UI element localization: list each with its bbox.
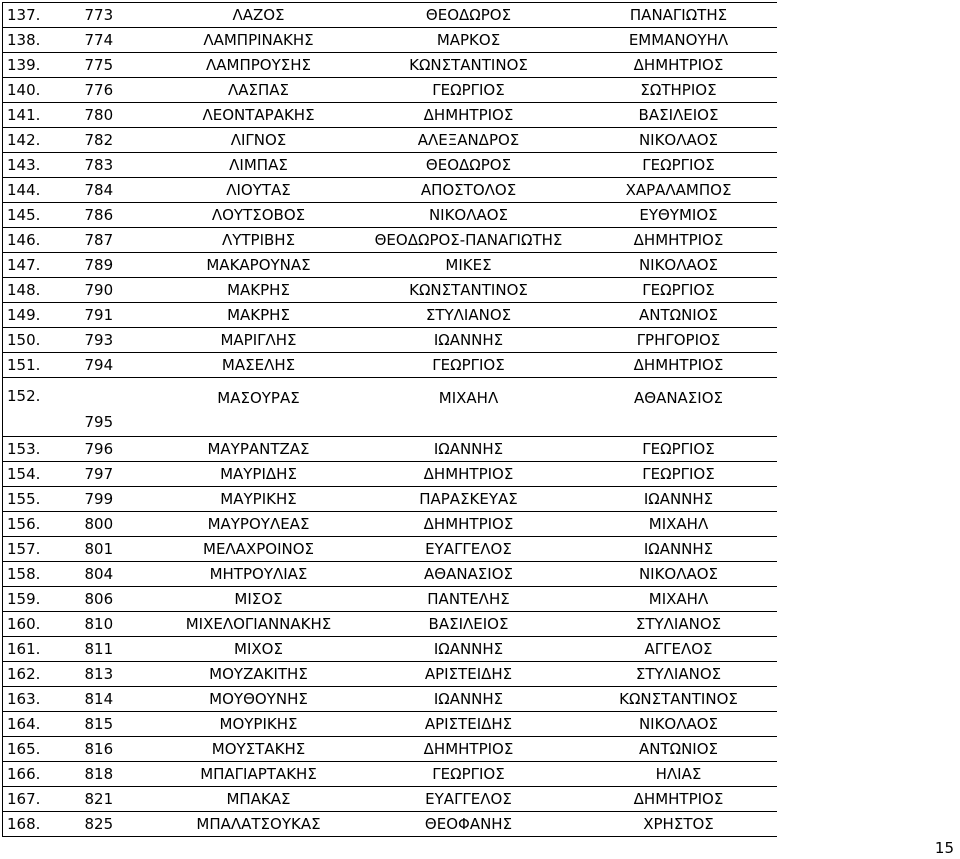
row-index: 144. xyxy=(3,178,71,203)
row-surname: ΜΟΥΖΑΚΙΤΗΣ xyxy=(161,662,357,687)
row-first-name: ΕΥΑΓΓΕΛΟΣ xyxy=(357,537,581,562)
row-father-name: ΝΙΚΟΛΑΟΣ xyxy=(581,128,777,153)
row-surname: ΜΑΥΡΑΝΤΖΑΣ xyxy=(161,437,357,462)
row-first-name: ΚΩΝΣΤΑΝΤΙΝΟΣ xyxy=(357,278,581,303)
row-index: 139. xyxy=(3,53,71,78)
row-first-name: ΠΑΡΑΣΚΕΥΑΣ xyxy=(357,487,581,512)
row-first-name: ΙΩΑΝΝΗΣ xyxy=(357,687,581,712)
table-row xyxy=(3,3,777,28)
row-father-name: ΣΩΤΗΡΙΟΣ xyxy=(581,78,777,103)
row-surname: ΛΙΟΥΤΑΣ xyxy=(161,178,357,203)
table-row xyxy=(3,103,777,128)
table-row xyxy=(3,128,777,153)
row-index: 168. xyxy=(3,812,71,837)
table-row xyxy=(3,487,777,512)
row-first-name: ΒΑΣΙΛΕΙΟΣ xyxy=(357,612,581,637)
row-father-name: ΔΗΜΗΤΡΙΟΣ xyxy=(581,53,777,78)
row-first-name: ΓΕΩΡΓΙΟΣ xyxy=(357,762,581,787)
row-first-name: ΔΗΜΗΤΡΙΟΣ xyxy=(357,103,581,128)
row-index: 152. xyxy=(3,378,71,437)
row-father-name: ΔΗΜΗΤΡΙΟΣ xyxy=(581,228,777,253)
row-first-name: ΑΡΙΣΤΕΙΔΗΣ xyxy=(357,712,581,737)
row-surname: ΛΑΜΠΡΙΝΑΚΗΣ xyxy=(161,28,357,53)
row-first-name: ΔΗΜΗΤΡΙΟΣ xyxy=(357,512,581,537)
row-index: 142. xyxy=(3,128,71,153)
row-index: 166. xyxy=(3,762,71,787)
row-code: 775 xyxy=(71,53,161,78)
table-row xyxy=(3,462,777,487)
row-surname: ΜΠΑΛΑΤΣΟΥΚΑΣ xyxy=(161,812,357,837)
row-father-name: ΠΑΝΑΓΙΩΤΗΣ xyxy=(581,3,777,28)
row-index: 138. xyxy=(3,28,71,53)
row-surname: ΜΑΣΟΥΡΑΣ xyxy=(161,378,357,437)
row-father-name: ΝΙΚΟΛΑΟΣ xyxy=(581,562,777,587)
row-index: 145. xyxy=(3,203,71,228)
row-father-name: ΜΙΧΑΗΛ xyxy=(581,587,777,612)
row-index: 164. xyxy=(3,712,71,737)
row-surname: ΜΑΣΕΛΗΣ xyxy=(161,353,357,378)
row-father-name: ΕΥΘΥΜΙΟΣ xyxy=(581,203,777,228)
row-code: 810 xyxy=(71,612,161,637)
row-index: 160. xyxy=(3,612,71,637)
row-surname: ΜΙΣΟΣ xyxy=(161,587,357,612)
row-surname: ΜΙΧΟΣ xyxy=(161,637,357,662)
row-code: 796 xyxy=(71,437,161,462)
row-code: 782 xyxy=(71,128,161,153)
row-code: 787 xyxy=(71,228,161,253)
row-index: 161. xyxy=(3,637,71,662)
table-row xyxy=(3,228,777,253)
row-surname: ΜΑΚΑΡΟΥΝΑΣ xyxy=(161,253,357,278)
row-code: 813 xyxy=(71,662,161,687)
row-surname: ΛΙΜΠΑΣ xyxy=(161,153,357,178)
row-first-name: ΔΗΜΗΤΡΙΟΣ xyxy=(357,737,581,762)
row-first-name: ΙΩΑΝΝΗΣ xyxy=(357,437,581,462)
row-father-name: ΧΑΡΑΛΑΜΠΟΣ xyxy=(581,178,777,203)
row-father-name: ΜΙΧΑΗΛ xyxy=(581,512,777,537)
row-father-name: ΙΩΑΝΝΗΣ xyxy=(581,537,777,562)
row-index: 140. xyxy=(3,78,71,103)
row-code: 814 xyxy=(71,687,161,712)
row-index: 137. xyxy=(3,3,71,28)
row-father-name: ΕΜΜΑΝΟΥΗΛ xyxy=(581,28,777,53)
row-code: 791 xyxy=(71,303,161,328)
row-first-name: ΑΛΕΞΑΝΔΡΟΣ xyxy=(357,128,581,153)
row-index: 141. xyxy=(3,103,71,128)
table-row xyxy=(3,178,777,203)
table-row xyxy=(3,612,777,637)
row-first-name: ΝΙΚΟΛΑΟΣ xyxy=(357,203,581,228)
row-code: 790 xyxy=(71,278,161,303)
table-row xyxy=(3,662,777,687)
table-row xyxy=(3,437,777,462)
row-father-name: ΔΗΜΗΤΡΙΟΣ xyxy=(581,787,777,812)
row-father-name: ΑΓΓΕΛΟΣ xyxy=(581,637,777,662)
row-index: 143. xyxy=(3,153,71,178)
row-father-name: ΔΗΜΗΤΡΙΟΣ xyxy=(581,353,777,378)
row-father-name: ΣΤΥΛΙΑΝΟΣ xyxy=(581,662,777,687)
row-index: 167. xyxy=(3,787,71,812)
table-row xyxy=(3,712,777,737)
table-row xyxy=(3,637,777,662)
row-surname: ΛΙΓΝΟΣ xyxy=(161,128,357,153)
row-code: 773 xyxy=(71,3,161,28)
roster-table-body xyxy=(3,3,777,837)
row-index: 154. xyxy=(3,462,71,487)
row-first-name: ΣΤΥΛΙΑΝΟΣ xyxy=(357,303,581,328)
row-surname: ΛΑΜΠΡΟΥΣΗΣ xyxy=(161,53,357,78)
row-code: 794 xyxy=(71,353,161,378)
row-father-name: ΝΙΚΟΛΑΟΣ xyxy=(581,712,777,737)
table-row xyxy=(3,687,777,712)
row-code: 799 xyxy=(71,487,161,512)
table-row xyxy=(3,787,777,812)
row-surname: ΛΑΣΠΑΣ xyxy=(161,78,357,103)
row-first-name: ΚΩΝΣΤΑΝΤΙΝΟΣ xyxy=(357,53,581,78)
row-first-name: ΔΗΜΗΤΡΙΟΣ xyxy=(357,462,581,487)
table-row xyxy=(3,53,777,78)
row-surname: ΜΕΛΑΧΡΟΙΝΟΣ xyxy=(161,537,357,562)
row-father-name: ΒΑΣΙΛΕΙΟΣ xyxy=(581,103,777,128)
row-code: 811 xyxy=(71,637,161,662)
row-father-name: ΚΩΝΣΤΑΝΤΙΝΟΣ xyxy=(581,687,777,712)
row-father-name: ΑΝΤΩΝΙΟΣ xyxy=(581,303,777,328)
row-index: 163. xyxy=(3,687,71,712)
table-row xyxy=(3,253,777,278)
table-row xyxy=(3,737,777,762)
row-code: 774 xyxy=(71,28,161,53)
row-first-name: ΑΡΙΣΤΕΙΔΗΣ xyxy=(357,662,581,687)
row-index: 155. xyxy=(3,487,71,512)
row-father-name: ΑΘΑΝΑΣΙΟΣ xyxy=(581,378,777,437)
row-code: 816 xyxy=(71,737,161,762)
row-code: 795 xyxy=(71,378,161,437)
table-row xyxy=(3,537,777,562)
row-index: 156. xyxy=(3,512,71,537)
row-surname: ΜΟΥΡΙΚΗΣ xyxy=(161,712,357,737)
row-code: 780 xyxy=(71,103,161,128)
row-first-name: ΜΙΚΕΣ xyxy=(357,253,581,278)
row-father-name: ΓΡΗΓΟΡΙΟΣ xyxy=(581,328,777,353)
row-father-name: ΓΕΩΡΓΙΟΣ xyxy=(581,278,777,303)
row-first-name: ΓΕΩΡΓΙΟΣ xyxy=(357,353,581,378)
row-index: 165. xyxy=(3,737,71,762)
table-row xyxy=(3,28,777,53)
row-first-name: ΜΑΡΚΟΣ xyxy=(357,28,581,53)
table-row xyxy=(3,203,777,228)
row-index: 151. xyxy=(3,353,71,378)
row-father-name: ΓΕΩΡΓΙΟΣ xyxy=(581,153,777,178)
row-father-name: ΓΕΩΡΓΙΟΣ xyxy=(581,462,777,487)
row-index: 146. xyxy=(3,228,71,253)
row-code: 800 xyxy=(71,512,161,537)
row-surname: ΜΑΥΡΟΥΛΕΑΣ xyxy=(161,512,357,537)
table-row xyxy=(3,378,777,437)
row-code: 821 xyxy=(71,787,161,812)
row-index: 162. xyxy=(3,662,71,687)
row-code: 789 xyxy=(71,253,161,278)
row-first-name: ΠΑΝΤΕΛΗΣ xyxy=(357,587,581,612)
row-code: 825 xyxy=(71,812,161,837)
row-father-name: ΧΡΗΣΤΟΣ xyxy=(581,812,777,837)
table-row xyxy=(3,812,777,837)
row-code: 793 xyxy=(71,328,161,353)
row-first-name: ΘΕΟΦΑΝΗΣ xyxy=(357,812,581,837)
row-code: 784 xyxy=(71,178,161,203)
row-surname: ΛΥΤΡΙΒΗΣ xyxy=(161,228,357,253)
row-first-name: ΕΥΑΓΓΕΛΟΣ xyxy=(357,787,581,812)
row-first-name: ΓΕΩΡΓΙΟΣ xyxy=(357,78,581,103)
row-first-name: ΙΩΑΝΝΗΣ xyxy=(357,637,581,662)
row-index: 159. xyxy=(3,587,71,612)
table-row xyxy=(3,587,777,612)
row-code: 801 xyxy=(71,537,161,562)
row-first-name: ΙΩΑΝΝΗΣ xyxy=(357,328,581,353)
row-surname: ΜΗΤΡΟΥΛΙΑΣ xyxy=(161,562,357,587)
row-surname: ΜΑΥΡΙΔΗΣ xyxy=(161,462,357,487)
row-surname: ΜΠΑΓΙΑΡΤΑΚΗΣ xyxy=(161,762,357,787)
roster-table xyxy=(2,2,777,837)
table-row xyxy=(3,153,777,178)
table-row xyxy=(3,762,777,787)
row-code: 797 xyxy=(71,462,161,487)
row-code: 783 xyxy=(71,153,161,178)
table-row xyxy=(3,512,777,537)
row-index: 149. xyxy=(3,303,71,328)
row-index: 150. xyxy=(3,328,71,353)
row-father-name: ΓΕΩΡΓΙΟΣ xyxy=(581,437,777,462)
row-code: 815 xyxy=(71,712,161,737)
row-code: 818 xyxy=(71,762,161,787)
row-first-name: ΜΙΧΑΗΛ xyxy=(357,378,581,437)
row-father-name: ΗΛΙΑΣ xyxy=(581,762,777,787)
row-surname: ΜΑΚΡΗΣ xyxy=(161,303,357,328)
row-surname: ΜΑΡΙΓΛΗΣ xyxy=(161,328,357,353)
row-surname: ΜΟΥΘΟΥΝΗΣ xyxy=(161,687,357,712)
row-surname: ΛΕΟΝΤΑΡΑΚΗΣ xyxy=(161,103,357,128)
row-first-name: ΘΕΟΔΩΡΟΣ xyxy=(357,153,581,178)
row-index: 147. xyxy=(3,253,71,278)
page-number: 15 xyxy=(934,839,954,857)
table-row xyxy=(3,353,777,378)
row-first-name: ΘΕΟΔΩΡΟΣ-ΠΑΝΑΓΙΩΤΗΣ xyxy=(357,228,581,253)
row-first-name: ΑΠΟΣΤΟΛΟΣ xyxy=(357,178,581,203)
table-row xyxy=(3,328,777,353)
row-surname: ΛΟΥΤΣΟΒΟΣ xyxy=(161,203,357,228)
row-first-name: ΑΘΑΝΑΣΙΟΣ xyxy=(357,562,581,587)
row-surname: ΜΑΥΡΙΚΗΣ xyxy=(161,487,357,512)
table-row xyxy=(3,303,777,328)
row-first-name: ΘΕΟΔΩΡΟΣ xyxy=(357,3,581,28)
row-father-name: ΝΙΚΟΛΑΟΣ xyxy=(581,253,777,278)
row-surname: ΜΑΚΡΗΣ xyxy=(161,278,357,303)
row-code: 806 xyxy=(71,587,161,612)
row-father-name: ΣΤΥΛΙΑΝΟΣ xyxy=(581,612,777,637)
table-row xyxy=(3,78,777,103)
row-index: 158. xyxy=(3,562,71,587)
row-father-name: ΑΝΤΩΝΙΟΣ xyxy=(581,737,777,762)
row-code: 786 xyxy=(71,203,161,228)
row-index: 153. xyxy=(3,437,71,462)
row-index: 148. xyxy=(3,278,71,303)
row-surname: ΜΠΑΚΑΣ xyxy=(161,787,357,812)
row-index: 157. xyxy=(3,537,71,562)
table-row xyxy=(3,278,777,303)
row-code: 776 xyxy=(71,78,161,103)
row-father-name: ΙΩΑΝΝΗΣ xyxy=(581,487,777,512)
table-row xyxy=(3,562,777,587)
row-surname: ΜΟΥΣΤΑΚΗΣ xyxy=(161,737,357,762)
row-code: 804 xyxy=(71,562,161,587)
row-surname: ΛΑΖΟΣ xyxy=(161,3,357,28)
row-surname: ΜΙΧΕΛΟΓΙΑΝΝΑΚΗΣ xyxy=(161,612,357,637)
